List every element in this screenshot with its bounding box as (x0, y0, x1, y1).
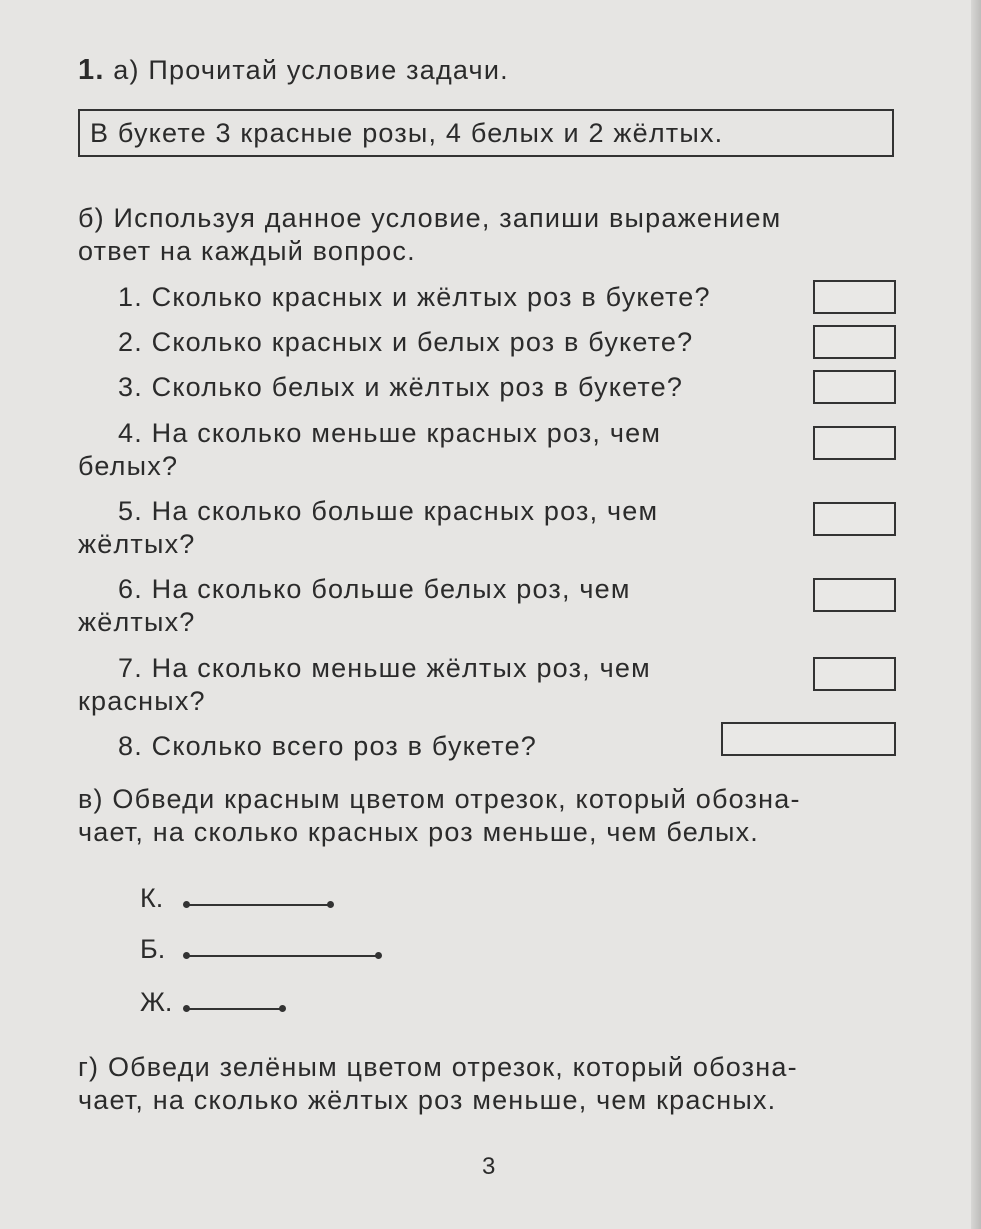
answer-box-7[interactable] (813, 657, 896, 691)
question-7-cont: красных? (78, 686, 206, 716)
segment-line-2[interactable] (186, 1008, 282, 1010)
answer-box-5[interactable] (813, 502, 896, 536)
answer-box-1[interactable] (813, 280, 896, 314)
question-7: 7. На сколько меньше жёлтых роз, чем (118, 653, 651, 683)
part-a-text: а) Прочитай условие задачи. (113, 55, 509, 85)
segment-label-0: К. (140, 883, 164, 913)
answer-box-3[interactable] (813, 370, 896, 404)
condition-frame (78, 109, 894, 157)
page-edge (971, 0, 981, 1229)
answer-box-6[interactable] (813, 578, 896, 612)
segment-endpoint-0-1 (327, 901, 334, 908)
part-b-line1: б) Используя данное условие, запиши выражением (78, 203, 782, 233)
segment-line-1[interactable] (186, 955, 378, 957)
question-2: 2. Сколько красных и белых роз в букете? (118, 327, 694, 357)
answer-box-2[interactable] (813, 325, 896, 359)
segment-endpoint-2-1 (279, 1005, 286, 1012)
segment-endpoint-1-0 (183, 952, 190, 959)
segment-endpoint-2-0 (183, 1005, 190, 1012)
part-v-line1: в) Обведи красным цветом отрезок, который обозна- (78, 784, 801, 814)
part-v-line2: чает, на сколько красных роз меньше, чем белых. (78, 817, 759, 847)
page-number: 3 (482, 1153, 496, 1180)
question-1: 1. Сколько красных и жёлтых роз в букете? (118, 282, 711, 312)
question-6: 6. На сколько больше белых роз, чем (118, 574, 631, 604)
question-5-cont: жёлтых? (78, 529, 196, 559)
part-g-line2: чает, на сколько жёлтых роз меньше, чем красных. (78, 1085, 777, 1115)
segment-line-0[interactable] (186, 904, 330, 906)
segment-endpoint-1-1 (375, 952, 382, 959)
question-6-cont: жёлтых? (78, 607, 196, 637)
segment-label-2: Ж. (140, 987, 173, 1017)
segment-label-1: Б. (140, 934, 166, 964)
question-4-cont: белых? (78, 451, 179, 481)
question-4: 4. На сколько меньше красных роз, чем (118, 418, 662, 448)
part-g-line1: г) Обведи зелёным цветом отрезок, который обозна- (78, 1052, 798, 1082)
condition-text: В букете 3 красные розы, 4 белых и 2 жёлтых. (90, 118, 724, 148)
segment-endpoint-0-0 (183, 901, 190, 908)
answer-box-4[interactable] (813, 426, 896, 460)
task-number: 1. (78, 54, 105, 86)
question-8: 8. Сколько всего роз в букете? (118, 731, 537, 761)
question-5: 5. На сколько больше красных роз, чем (118, 496, 659, 526)
answer-box-8[interactable] (721, 722, 896, 756)
question-3: 3. Сколько белых и жёлтых роз в букете? (118, 372, 684, 402)
task-heading (78, 53, 509, 87)
part-b-line2: ответ на каждый вопрос. (78, 236, 416, 266)
